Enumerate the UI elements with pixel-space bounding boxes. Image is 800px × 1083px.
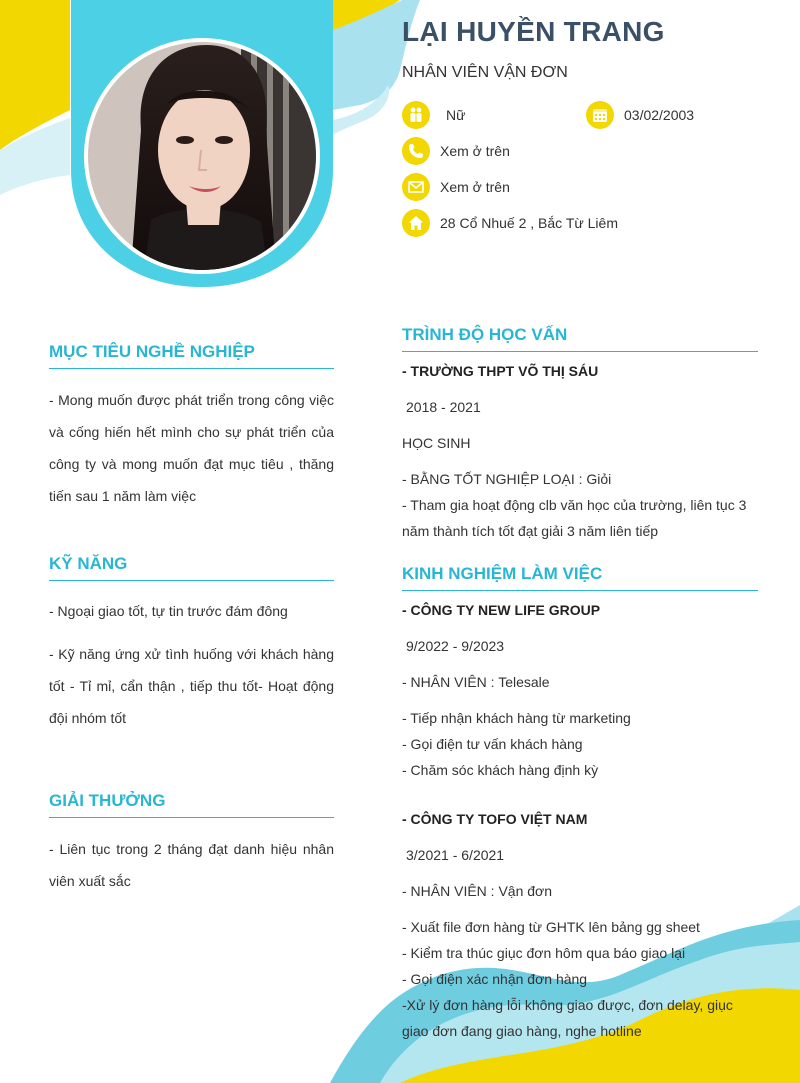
- job2-task: -Xử lý đơn hàng lỗi không giao được, đơn delay, giục giao đơn đang giao hàng, nghe hotline: [402, 997, 733, 1039]
- job2-task: - Gọi điện xác nhận đơn hàng: [402, 971, 588, 987]
- job1-role: - NHÂN VIÊN : Telesale: [402, 674, 550, 690]
- address-value: 28 Cổ Nhuế 2 , Bắc Từ Liêm: [440, 215, 618, 231]
- job-title: NHÂN VIÊN VẬN ĐƠN: [402, 64, 568, 81]
- home-icon: [402, 209, 430, 237]
- birthday-row: [586, 101, 694, 129]
- job2-company: - CÔNG TY TOFO VIỆT NAM: [402, 811, 588, 827]
- people-icon: [402, 101, 430, 129]
- calendar-icon: [586, 101, 614, 129]
- job1-task: - Chăm sóc khách hàng định kỳ: [402, 762, 599, 778]
- objective-title: MỤC TIÊU NGHỀ NGHIỆP: [49, 342, 334, 369]
- education-detail-1: - BẰNG TỐT NGHIỆP LOẠI : Giỏi: [402, 471, 612, 487]
- email-row: [402, 173, 510, 201]
- gender-row: [402, 101, 465, 129]
- phone-icon: [402, 137, 430, 165]
- education-details: [402, 466, 758, 544]
- education-school: - TRƯỜNG THPT VÕ THỊ SÁU: [402, 363, 599, 379]
- gender-value: Nữ: [446, 107, 466, 123]
- awards-text: - Liên tục trong 2 tháng đạt danh hiệu nhân viên xuất sắc: [49, 841, 334, 889]
- awards-title: GIẢI THƯỞNG: [49, 791, 334, 818]
- phone-row: [402, 137, 510, 165]
- address-row: [402, 209, 618, 237]
- job1-tasks: [402, 705, 758, 783]
- candidate-name: LẠI HUYỀN TRANG: [402, 16, 665, 47]
- job2-period: 3/2021 - 6/2021: [406, 847, 505, 863]
- job2-tasks: [402, 914, 758, 1044]
- skills-title: KỸ NĂNG: [49, 554, 334, 581]
- objective-text: - Mong muốn được phát triển trong công việc và cống hiến hết mình cho sự phát triển của công ty và mong muốn đạt mục tiêu , thăng tiến sau 1 năm làm việc: [49, 392, 334, 504]
- job1-period: 9/2022 - 9/2023: [406, 638, 505, 654]
- email-value: Xem ở trên: [440, 179, 510, 195]
- skills-item-2: - Kỹ năng ứng xử tình huống với khách hàng tốt - Tỉ mỉ, cẩn thận , tiếp thu tốt- Hoạt động đội nhóm tốt: [49, 646, 334, 726]
- birthday-value: 03/02/2003: [624, 107, 695, 123]
- job1-company: - CÔNG TY NEW LIFE GROUP: [402, 602, 601, 618]
- education-period: 2018 - 2021: [406, 399, 481, 415]
- job1-task: - Gọi điện tư vấn khách hàng: [402, 736, 583, 752]
- education-level: HỌC SINH: [402, 435, 471, 451]
- job2-task: - Xuất file đơn hàng từ GHTK lên bảng gg sheet: [402, 919, 700, 935]
- job2-role: - NHÂN VIÊN : Vận đơn: [402, 883, 553, 899]
- skills-item-1: - Ngoại giao tốt, tự tin trước đám đông: [49, 603, 288, 619]
- experience-title: KINH NGHIỆM LÀM VIỆC: [402, 564, 758, 591]
- face: [158, 90, 250, 210]
- job1-task: - Tiếp nhận khách hàng từ marketing: [402, 710, 631, 726]
- mail-icon: [402, 173, 430, 201]
- avatar: [71, 0, 333, 287]
- education-title: TRÌNH ĐỘ HỌC VẤN: [402, 325, 758, 352]
- education-detail-2: - Tham gia hoạt động clb văn học của trường, liên tục 3 năm thành tích tốt đạt giải 3 năm liên tiếp: [402, 497, 747, 539]
- phone-value: Xem ở trên: [440, 143, 510, 159]
- job2-task: - Kiểm tra thúc giục đơn hôm qua báo giao lại: [402, 945, 686, 961]
